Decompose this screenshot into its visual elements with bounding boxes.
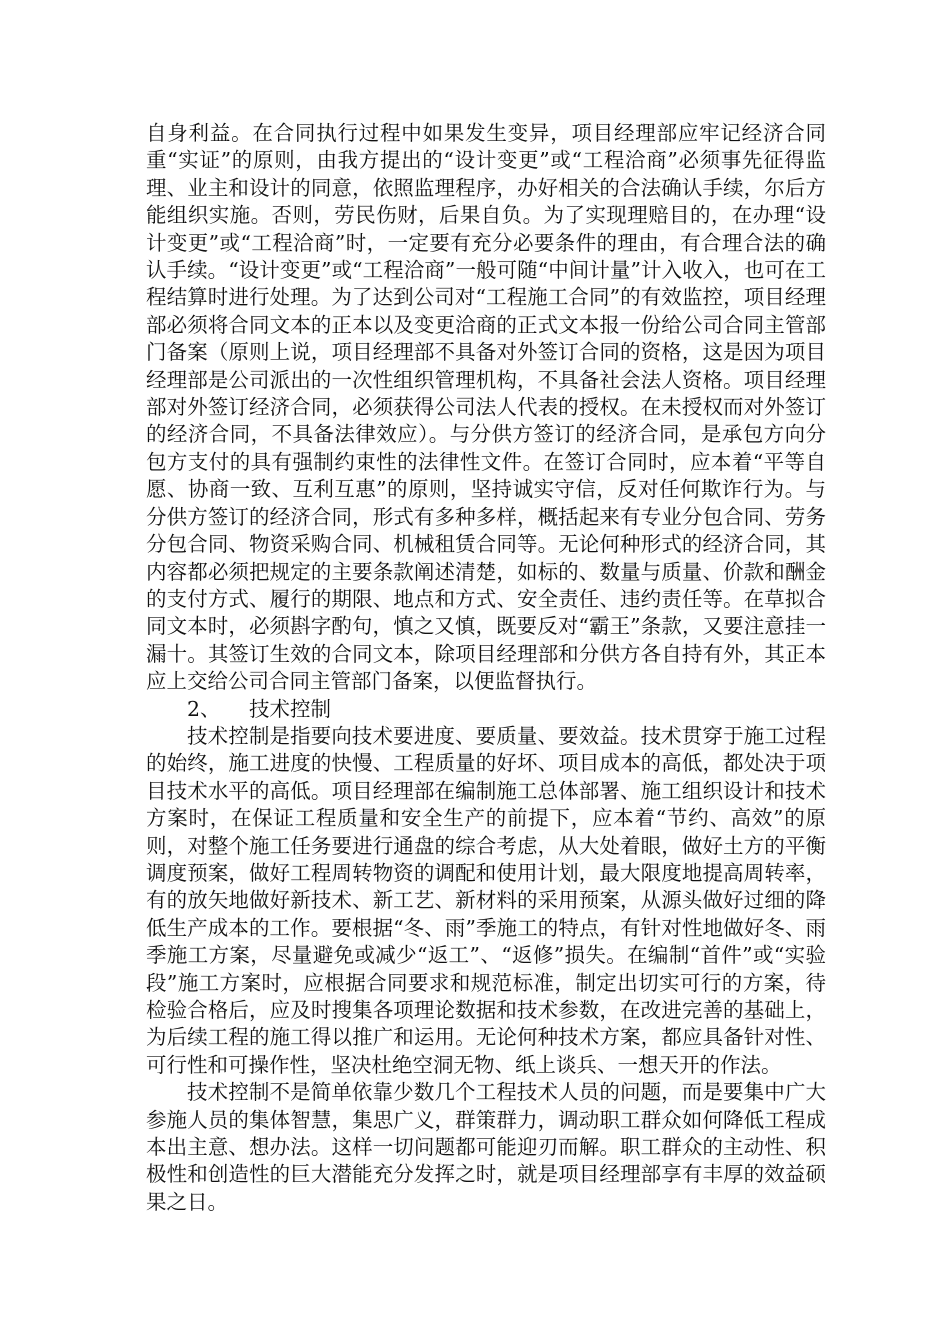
- body-paragraph-3: 技术控制不是简单依靠少数几个工程技术人员的问题，而是要集中广大参施人员的集体智慧，集思广义，群策群力，调动职工群众如何降低工程成本出主意、想办法。这样一切问题都可能迎刃而解。职工群众的主动性、积极性和创造性的巨大潜能充分发挥之时，就是项目经理部享有丰厚的效益硕果之日。: [146, 1080, 826, 1214]
- section-number: 2、: [187, 696, 221, 721]
- section-title: 技术控制: [249, 696, 331, 721]
- body-paragraph-1: 自身利益。在合同执行过程中如果发生变异，项目经理部应牢记经济合同重“实证”的原则，由我方提出的“设计变更”或“工程洽商”必须事先征得监理、业主和设计的同意，依照监理程序，办好相关的合法确认手续，尔后方能组织实施。否则，劳民伤财，后果自负。为了实现理赔目的，在办理“设计变更”或“工程洽商”时，一定要有充分必要条件的理由，有合理合法的确认手续。“设计变更”或“工程洽商”一般可随“中间计量”计入收入，也可在工程结算时进行处理。为了达到公司对“工程施工合同”的有效监控，项目经理部必须将合同文本的正本以及变更洽商的正式文本报一份给公司合同主管部门备案（原则上说，项目经理部不具备对外签订合同的资格，这是因为项目经理部是公司派出的一次性组织管理机构，不具备社会法人资格。项目经理部对外签订经济合同，必须获得公司法人代表的授权。在未授权而对外签订的经济合同，不具备法律效应）。与分供方签订的经济合同，是承包方向分包方支付的具有强制约束性的法律性文件。在签订合同时，应本着“平等自愿、协商一致、互利互惠”的原则，坚持诚实守信，反对任何欺诈行为。与分供方签订的经济合同，形式有多种多样，概括起来有专业分包合同、劳务分包合同、物资采购合同、机械租赁合同等。无论何种形式的经济合同，其内容都必须把规定的主要条款阐述清楚，如标的、数量与质量、价款和酬金的支付方式、履行的期限、地点和方式、安全责任、违约责任等。在草拟合同文本时，必须斟字酌句，慎之又慎，既要反对“霸王”条款，又要注意挂一漏十。其签订生效的合同文本，除项目经理部和分供方各自持有外，其正本应上交给公司合同主管部门备案，以便监督执行。: [146, 121, 826, 694]
- body-paragraph-2: 技术控制是指要向技术要进度、要质量、要效益。技术贯穿于施工过程的始终，施工进度的快慢、工程质量的好坏、项目成本的高低，都处决于项目技术水平的高低。项目经理部在编制施工总体部署、施工组织设计和技术方案时，在保证工程质量和安全生产的前提下，应本着“节约、高效”的原则，对整个施工任务要进行通盘的综合考虑，从大处着眼，做好土方的平衡调度预案，做好工程周转物资的调配和使用计划，最大限度地提高周转率，有的放矢地做好新技术、新工艺、新材料的采用预案，从源头做好过细的降低生产成本的工作。要根据“冬、雨”季施工的特点，有针对性地做好冬、雨季施工方案，尽量避免或减少“返工”、“返修”损失。在编制“首件”或“实验段”施工方案时，应根据合同要求和规范标准，制定出切实可行的方案，待检验合格后，应及时搜集各项理论数据和技术参数，在改进完善的基础上，为后续工程的施工得以推广和运用。无论何种技术方案，都应具备针对性、可行性和可操作性，坚决杜绝空洞无物、纸上谈兵、一想天开的作法。: [146, 723, 826, 1077]
- document-body: [146, 120, 826, 1216]
- section-heading: [146, 696, 826, 723]
